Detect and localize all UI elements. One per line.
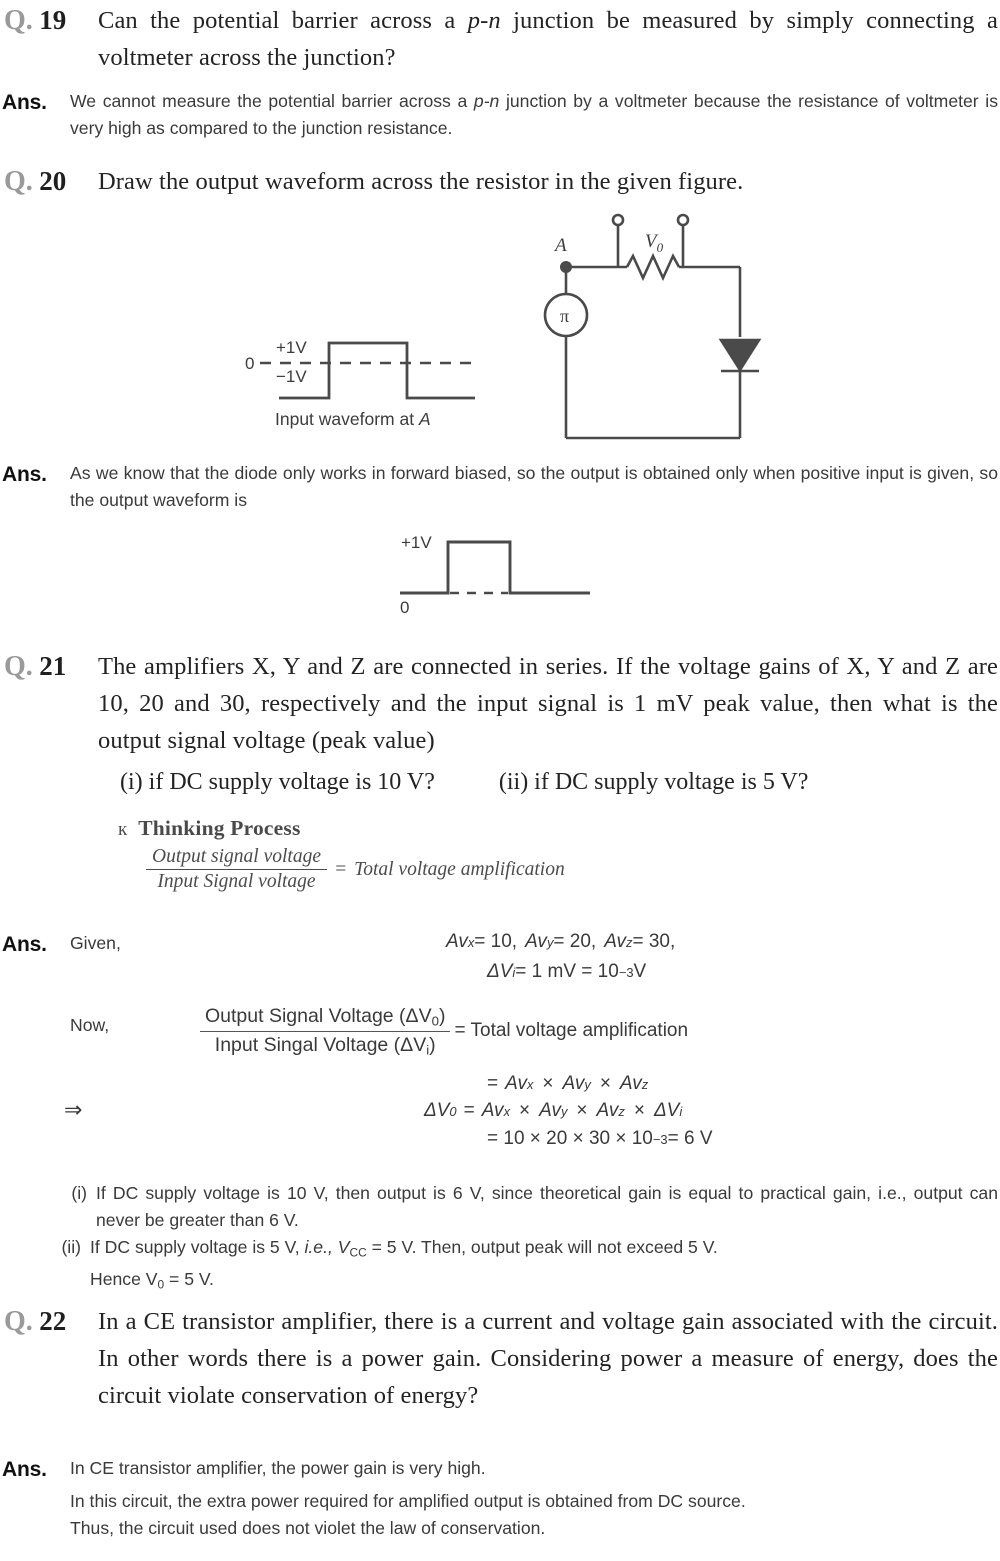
delta-vi-value: = 1 mV = 10 [515, 961, 619, 982]
delta-vi-exponent: −3 [618, 964, 634, 980]
answer-list-ii-marker: (ii) [61, 1237, 81, 1257]
answer-21-given-label: Given, [70, 933, 121, 953]
q19-text-part2: junction be measured by simply connecting a voltmeter across the junction? [98, 7, 998, 71]
math-numeric-line [487, 1128, 713, 1150]
math-delta-vi [487, 961, 646, 983]
circuit-output-label: $V_0$ [645, 231, 664, 255]
question-marker-letter: Q. [4, 166, 33, 197]
product-times-1: × [542, 1073, 554, 1094]
answer-20-marker: Ans. [2, 463, 47, 486]
math-ratio-equation [200, 1005, 688, 1057]
input-wave-minus1v-label: −1V [276, 367, 307, 386]
thinking-process-block [118, 816, 565, 893]
question-21-sub-ii: (ii) if DC supply voltage is 5 V? [498, 769, 809, 795]
answer-19-text [70, 88, 998, 142]
question-22-text: In a CE transistor amplifier, there is a current and voltage gain associated with the circuit. In other words there is a power gain. Considering power a measure of energy, does the circuit violate conservation of energy? [98, 1308, 998, 1409]
a19-italic: p-n [473, 91, 500, 111]
ii-line2-b: = 5 V. [164, 1269, 214, 1290]
ii-vcc-symbol: V [332, 1237, 350, 1257]
numeric-exponent: −3 [652, 1131, 668, 1147]
answer-list-item-ii [52, 1234, 1000, 1299]
ii-line2-sub: 0 [157, 1277, 165, 1292]
answer-list-item-i [58, 1180, 1000, 1234]
ii-text-a: If DC supply voltage is 5 V, [90, 1237, 305, 1257]
answer-20 [2, 460, 998, 514]
question-19-text [98, 2, 998, 76]
question-20-marker [2, 163, 98, 200]
answer-19-marker: Ans. [2, 91, 47, 114]
answer-22-marker: Ans. [2, 1458, 47, 1481]
answer-list-i-marker: (i) [71, 1183, 87, 1203]
answer-22-line-3: Thus, the circuit used does not violet the law of conservation. [70, 1518, 546, 1538]
question-21-marker [2, 648, 98, 685]
answer-list-i-text: If DC supply voltage is 10 V, then output is 6 V, since theoretical gain is equal to practical gain, i.e., output can never be greater than 6 V. [96, 1183, 998, 1230]
input-wave-plus1v-label: +1V [276, 338, 307, 357]
answer-22-body [70, 1455, 998, 1542]
subq-spacer [435, 769, 499, 796]
terminal-left-circle [613, 215, 623, 225]
math-implies-arrow [64, 1097, 82, 1123]
answer-19 [2, 88, 998, 142]
av-x-symbol: Av [446, 931, 468, 952]
ratio-numerator: Output Signal Voltage $(\Delta V_0)$ [205, 1005, 446, 1029]
ii-text-c: = 5 V. Then, output peak will not exceed 5 V. [366, 1237, 718, 1257]
av-z-symbol: Av [604, 931, 627, 952]
dv0-delta-vi: ΔV [653, 1100, 680, 1121]
terminal-right-circle [678, 215, 688, 225]
product-av-z: Av [619, 1073, 642, 1094]
answer-21-marker: Ans. [2, 933, 47, 956]
answer-21 [2, 930, 190, 959]
answer-21-now-label: Now, [70, 1015, 110, 1035]
thinking-process-formula [146, 846, 565, 893]
product-equals: = [487, 1073, 499, 1094]
answer-22-line-2: In this circuit, the extra power required for amplified output is obtained from DC source. [70, 1491, 746, 1511]
product-av-x: Av [505, 1073, 527, 1094]
product-times-2: × [599, 1073, 611, 1094]
question-20 [2, 163, 998, 200]
ii-italic: i.e., [304, 1237, 333, 1257]
ratio-denominator: Input Singal Voltage $(\Delta V_i)$ [200, 1031, 450, 1058]
av-z-value: = 30, [632, 931, 676, 952]
question-marker-number: 22 [39, 1306, 67, 1336]
answer-21-now-row [2, 1012, 200, 1041]
dv0-av-y: Av [539, 1100, 561, 1121]
av-y-symbol: Av [525, 931, 547, 952]
question-marker-letter: Q. [4, 651, 33, 682]
ratio-fraction [200, 1005, 450, 1057]
dv0-av-z: Av [596, 1100, 619, 1121]
answer-20-text: As we know that the diode only works in forward biased, so the output is obtained only when positive input is given, so the output waveform is [70, 463, 998, 510]
a19-part1: We cannot measure the potential barrier across a [70, 91, 474, 111]
question-20-text: Draw the output waveform across the resistor in the given figure. [98, 168, 744, 195]
input-wave-caption: Input waveform at A [275, 409, 431, 429]
input-wave-zero-label: 0 [245, 354, 255, 373]
question-19-marker [2, 2, 98, 39]
dv0-av-x: Av [481, 1100, 504, 1121]
dv0-equals: = [463, 1100, 475, 1121]
thinking-process-title: Thinking Process [138, 816, 301, 840]
numeric-expression: = 10 × 20 × 30 × 10 [487, 1128, 653, 1149]
thinking-process-denominator: Input Signal voltage [146, 869, 327, 893]
circuit-figure [535, 210, 785, 450]
question-marker-number: 21 [39, 651, 67, 681]
q19-text-italic: p-n [467, 7, 501, 34]
input-waveform-figure [245, 325, 505, 435]
diode-triangle [721, 340, 759, 370]
thinking-process-result: Total voltage amplification [354, 858, 565, 880]
question-marker-letter: Q. [4, 5, 33, 36]
thinking-process-bullet-icon: к [118, 819, 128, 840]
delta-vi-subscript: i [512, 964, 516, 980]
question-21-sub-i: (i) if DC supply voltage is 10 V? [120, 769, 435, 795]
av-y-subscript: y [546, 934, 554, 950]
question-21-text: The amplifiers X, Y and Z are connected in series. If the voltage gains of X, Y and Z are 10, 20 and 30, respectively and the input signal is 1 mV peak value, then what is the output signal voltage (peak value) [98, 653, 998, 754]
node-a-dot [560, 261, 572, 273]
av-z-subscript: z [626, 934, 633, 950]
source-pi-symbol: π [560, 306, 570, 326]
answer-list-ii-text [90, 1234, 998, 1299]
question-marker-letter: Q. [4, 1306, 33, 1337]
question-marker-number: 19 [39, 5, 67, 35]
av-x-value: = 10, [474, 931, 518, 952]
circuit-node-a-label: A [555, 235, 567, 256]
output-waveform-figure [392, 527, 612, 622]
math-delta-v0-line: ΔV 0 = Av x × Av y × Av z × ΔV i [424, 1100, 683, 1121]
question-marker-number: 20 [39, 166, 67, 196]
question-22 [2, 1303, 998, 1414]
output-wave-plus1v-label: +1V [401, 533, 432, 552]
answer-21-now-spacer [2, 1012, 70, 1041]
question-22-marker [2, 1303, 98, 1340]
ratio-equals-text: = Total voltage amplification [454, 1020, 689, 1042]
question-21-subquestions [120, 769, 980, 796]
answer-22 [2, 1455, 998, 1542]
thinking-process-heading [118, 816, 565, 841]
implies-arrow-icon: ⇒ [64, 1097, 83, 1122]
thinking-process-numerator: Output signal voltage [152, 846, 321, 867]
input-square-wave [279, 343, 475, 398]
delta-vi-unit: V [633, 961, 647, 982]
delta-vi-symbol: ΔV [487, 961, 513, 982]
thinking-process-fraction [146, 846, 327, 893]
question-19 [2, 2, 998, 76]
resistor-zigzag [627, 256, 679, 278]
q19-text-part1: Can the potential barrier across a [98, 7, 468, 34]
thinking-process-equals: = [334, 858, 348, 880]
ii-vcc-subscript: CC [349, 1245, 367, 1260]
a19-part2: junction by a voltmeter because the resistance of voltmeter is very high as compared to the junction resistance. [70, 91, 999, 138]
output-wave-zero-label: 0 [400, 598, 410, 617]
math-product-line: = Av x × Av y × Av z [487, 1073, 649, 1094]
product-av-y: Av [562, 1073, 585, 1094]
answer-22-line-1: In CE transistor amplifier, the power gain is very high. [70, 1458, 486, 1478]
math-given-gains [446, 931, 675, 953]
question-21 [2, 648, 998, 759]
ii-line2-a: Hence V [90, 1269, 158, 1290]
dv0-symbol: ΔV [424, 1100, 450, 1121]
av-y-value: = 20, [553, 931, 597, 952]
av-x-subscript: x [467, 934, 475, 950]
numeric-result: = 6 V [667, 1128, 713, 1149]
